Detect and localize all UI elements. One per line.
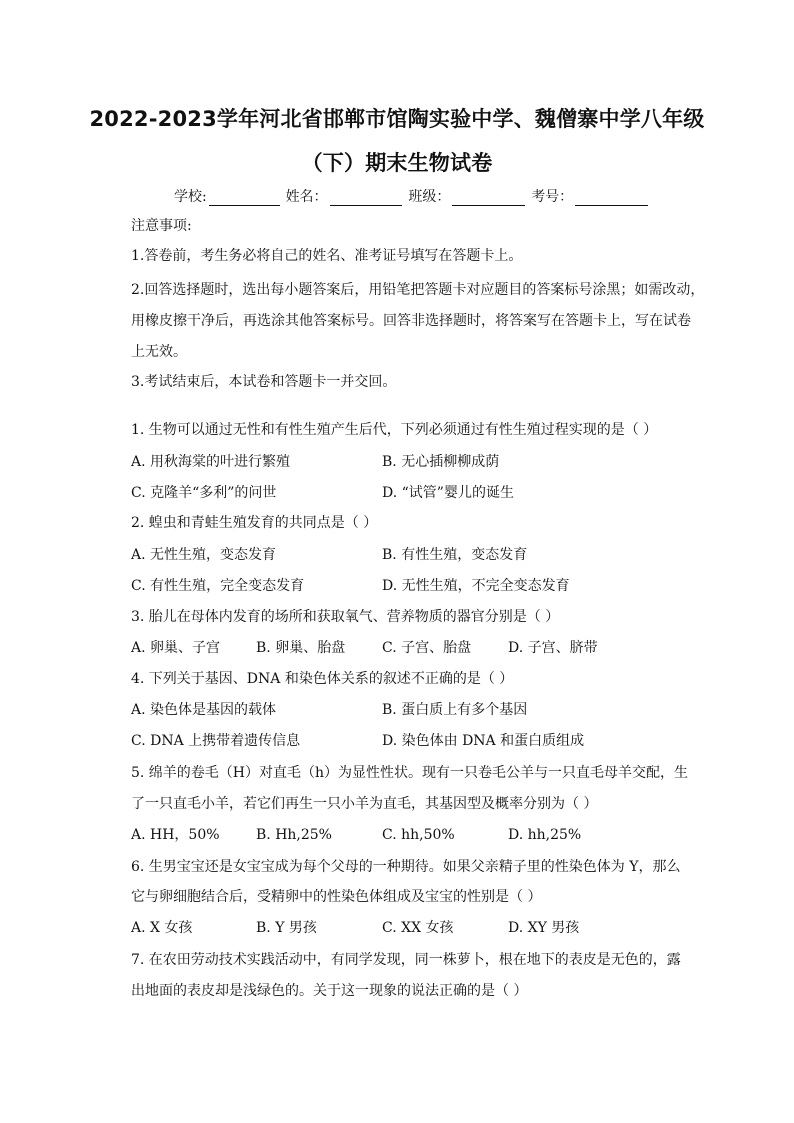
question-6-option-d[interactable]: D. XY 男孩 xyxy=(508,920,580,936)
name-label: 姓名： xyxy=(285,189,328,205)
exam-title-line1: 2022-2023学年河北省邯郸市馆陶实验中学、魏僧寨中学八年级 xyxy=(89,107,705,131)
number-blank[interactable] xyxy=(575,191,648,206)
question-7-stem-line2: 出地面的表皮却是浅绿色的。关于这一现象的说法正确的是（ ） xyxy=(131,983,528,999)
question-2-option-b[interactable]: B. 有性生殖，变态发育 xyxy=(382,547,528,563)
notice-item-3: 3.考试结束后，本试卷和答题卡一并交回。 xyxy=(131,374,397,390)
question-4-option-c[interactable]: C. DNA 上携带着遗传信息 xyxy=(131,733,301,749)
question-4-option-a[interactable]: A. 染色体是基因的载体 xyxy=(131,702,277,718)
question-1-option-d[interactable]: D. “试管”婴儿的诞生 xyxy=(382,485,514,501)
question-1-option-c[interactable]: C. 克隆羊“多利”的问世 xyxy=(131,485,277,501)
question-6-option-a[interactable]: A. X 女孩 xyxy=(131,920,193,936)
notice-item-2-line3: 上无效。 xyxy=(131,344,187,360)
question-5-stem-line1: 5. 绵羊的卷毛（H）对直毛（h）为显性性状。现有一只卷毛公羊与一只直毛母羊交配，生 xyxy=(131,765,689,781)
school-label: 学校: xyxy=(174,189,207,205)
question-5-option-a[interactable]: A. HH，50% xyxy=(131,827,220,843)
question-5-stem-line2: 了一只直毛小羊，若它们再生一只小羊为直毛，其基因型及概率分别为（ ） xyxy=(131,796,598,812)
question-3-option-a[interactable]: A. 卵巢、子宫 xyxy=(131,640,221,656)
student-info-row xyxy=(174,186,654,206)
question-5-option-c[interactable]: C. hh,50% xyxy=(382,827,455,843)
question-6-stem-line2: 它与卵细胞结合后，受精卵中的性染色体组成及宝宝的性别是（ ） xyxy=(131,889,542,905)
question-2-stem: 2. 蝗虫和青蛙生殖发育的共同点是（ ） xyxy=(131,515,378,531)
number-label: 考号： xyxy=(531,189,574,205)
exam-title-line2: （下）期末生物试卷 xyxy=(301,151,493,175)
name-blank[interactable] xyxy=(330,191,403,206)
question-1-option-a[interactable]: A. 用秋海棠的叶进行繁殖 xyxy=(131,454,291,470)
notice-item-2-line2: 用橡皮擦干净后，再选涂其他答案标号。回答非选择题时，将答案写在答题卡上，写在试卷 xyxy=(131,313,691,329)
question-4-option-d[interactable]: D. 染色体由 DNA 和蛋白质组成 xyxy=(382,733,585,749)
school-blank[interactable] xyxy=(209,191,280,206)
question-1-option-b[interactable]: B. 无心插柳柳成荫 xyxy=(382,454,500,470)
notice-item-2-line1: 2.回答选择题时，选出每小题答案后，用铅笔把答题卡对应题目的答案标号涂黑；如需改动， xyxy=(131,282,705,298)
notice-item-1: 1.答卷前，考生务必将自己的姓名、准考证号填写在答题卡上。 xyxy=(131,248,523,264)
question-3-option-c[interactable]: C. 子宫、胎盘 xyxy=(382,640,472,656)
question-1-stem: 1. 生物可以通过无性和有性生殖产生后代，下列必须通过有性生殖过程实现的是（ ） xyxy=(131,422,658,438)
question-4-option-b[interactable]: B. 蛋白质上有多个基因 xyxy=(382,702,528,718)
question-3-stem: 3. 胎儿在母体内发育的场所和获取氧气、营养物质的器官分别是（ ） xyxy=(131,609,560,625)
question-4-stem: 4. 下列关于基因、DNA 和染色体关系的叙述不正确的是（ ） xyxy=(131,671,514,687)
question-5-option-d[interactable]: D. hh,25% xyxy=(508,827,582,843)
notice-heading: 注意事项: xyxy=(131,218,192,234)
question-3-option-b[interactable]: B. 卵巢、胎盘 xyxy=(256,640,346,656)
class-blank[interactable] xyxy=(452,191,525,206)
class-label: 班级： xyxy=(408,189,451,205)
question-6-option-c[interactable]: C. XX 女孩 xyxy=(382,920,454,936)
question-5-option-b[interactable]: B. Hh,25% xyxy=(256,827,332,843)
question-7-stem-line1: 7. 在农田劳动技术实践活动中，有同学发现，同一株萝卜，根在地下的表皮是无色的，露 xyxy=(131,952,681,968)
question-3-option-d[interactable]: D. 子宫、脐带 xyxy=(508,640,598,656)
question-6-stem-line1: 6. 生男宝宝还是女宝宝成为每个父母的一种期待。如果父亲精子里的性染色体为 Y，那么 xyxy=(131,859,681,875)
question-2-option-c[interactable]: C. 有性生殖，完全变态发育 xyxy=(131,578,305,594)
question-2-option-a[interactable]: A. 无性生殖，变态发育 xyxy=(131,547,277,563)
question-6-option-b[interactable]: B. Y 男孩 xyxy=(256,920,317,936)
question-2-option-d[interactable]: D. 无性生殖，不完全变态发育 xyxy=(382,578,570,594)
